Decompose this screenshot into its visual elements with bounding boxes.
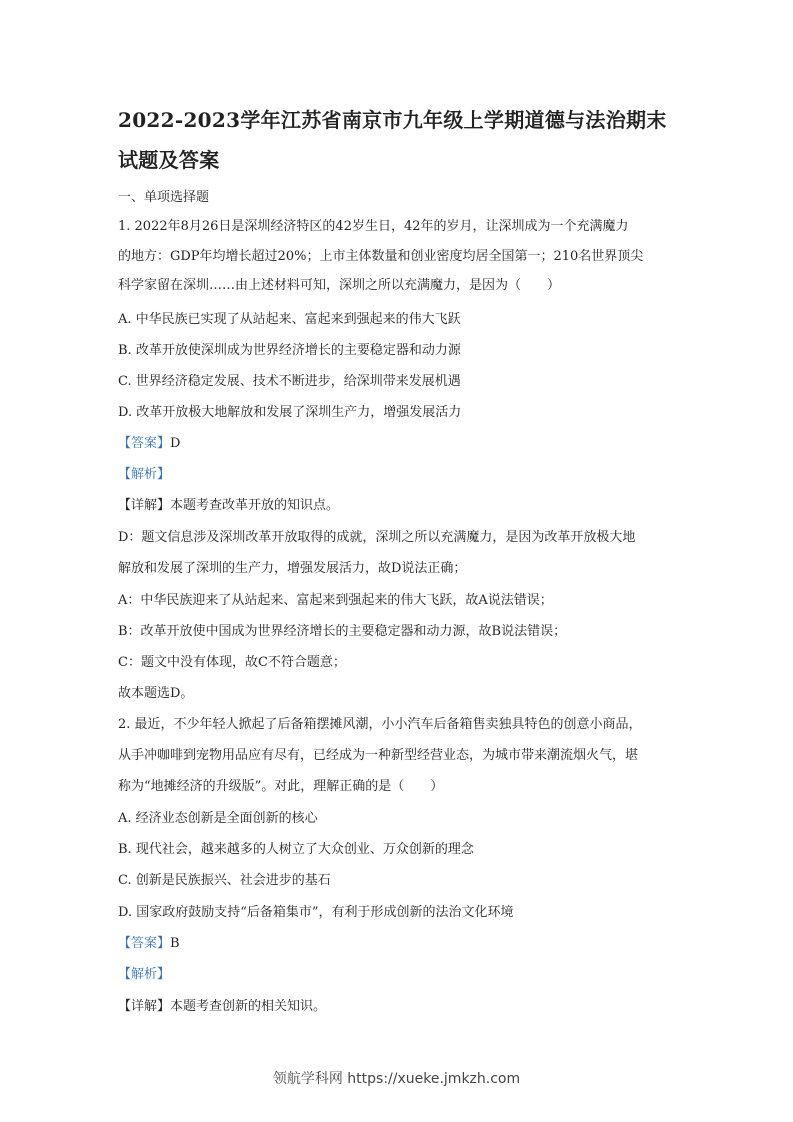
q1-stem-line-2: 的地方：GDP年均增长超过20%；上市主体数量和创业密度均居全国第一；210名世界顶尖: [118, 249, 644, 264]
q2-option-b: B. 现代社会，越来越多的人树立了大众创业、万众创新的理念: [118, 842, 474, 857]
q1-option-c: C. 世界经济稳定发展、技术不断进步，给深圳带来发展机遇: [118, 374, 461, 389]
q2-option-c: C. 创新是民族振兴、社会进步的基石: [118, 873, 331, 888]
q2-detail-label: 【详解】: [118, 999, 171, 1014]
q1-option-a: A. 中华民族已实现了从站起来、富起来到强起来的伟大飞跃: [118, 312, 461, 327]
q1-explanation-line-2: 解放和发展了深圳的生产力，增强发展活力，故D说法正确；: [118, 561, 467, 576]
q2-analysis-label: 【解析】: [118, 967, 171, 982]
q1-explanation-line-1: D：题文信息涉及深圳改革开放取得的成就，深圳之所以充满魔力，是因为改革开放极大地: [118, 530, 636, 545]
q1-explanation-line-3: A：中华民族迎来了从站起来、富起来到强起来的伟大飞跃，故A说法错误；: [118, 593, 553, 608]
q2-stem-line-2: 从手冲咖啡到宠物用品应有尽有，已经成为一种新型经营业态，为城市带来潮流烟火气，堪: [118, 748, 639, 763]
q1-explanation-line-4: B：改革开放使中国成为世界经济增长的主要稳定器和动力源，故B说法错误；: [118, 624, 567, 639]
q1-analysis-label: 【解析】: [118, 467, 171, 482]
q2-stem-line-1: 2. 最近，不少年轻人掀起了后备箱摆摊风潮，小小汽车后备箱售卖独具特色的创意小商品，: [118, 717, 642, 732]
title-line-2: 试题及答案: [118, 148, 220, 172]
q2-answer: [118, 933, 688, 955]
q1-option-b: B. 改革开放使深圳成为世界经济增长的主要稳定器和动力源: [118, 343, 461, 358]
q2-detail: [118, 996, 688, 1018]
q1-detail-text: 本题考查改革开放的知识点。: [170, 498, 340, 513]
q1-stem-line-1: 1. 2022年8月26日是深圳经济特区的42岁生日，42年的岁月，让深圳成为一个充满魔力: [118, 219, 629, 234]
q1-stem-line-3: 科学家留在深圳……由上述材料可知，深圳之所以充满魔力，是因为（ ）: [118, 278, 561, 293]
q2-option-d: D. 国家政府鼓励支持“后备箱集市”，有利于形成创新的法治文化环境: [118, 905, 514, 920]
document-title: [118, 100, 688, 180]
q2-option-a: A. 经济业态创新是全面创新的核心: [118, 811, 318, 826]
q1-answer-value: D: [170, 436, 181, 451]
q2-stem-line-3: 称为“地摊经济的升级版”。对此，理解正确的是（ ）: [118, 779, 444, 794]
q1-answer: [118, 433, 688, 455]
q1-explanation-line-5: C：题文中没有体现，故C不符合题意；: [118, 655, 346, 670]
section-heading: 一、单项选择题: [118, 190, 210, 205]
q2-answer-label: 【答案】: [118, 936, 171, 951]
q2-answer-value: B: [170, 936, 180, 951]
q1-answer-label: 【答案】: [118, 436, 171, 451]
q1-option-d: D. 改革开放极大地解放和发展了深圳生产力，增强发展活力: [118, 405, 462, 420]
q1-detail-label: 【详解】: [118, 498, 171, 513]
q1-detail: [118, 495, 688, 517]
q2-detail-text: 本题考查创新的相关知识。: [170, 999, 327, 1014]
title-line-1: 2022-2023学年江苏省南京市九年级上学期道德与法治期末: [118, 108, 667, 132]
q1-explanation-line-6: 故本题选D。: [118, 686, 194, 701]
footer-watermark: 领航学科网 https://xueke.jmkzh.com: [272, 1071, 521, 1087]
